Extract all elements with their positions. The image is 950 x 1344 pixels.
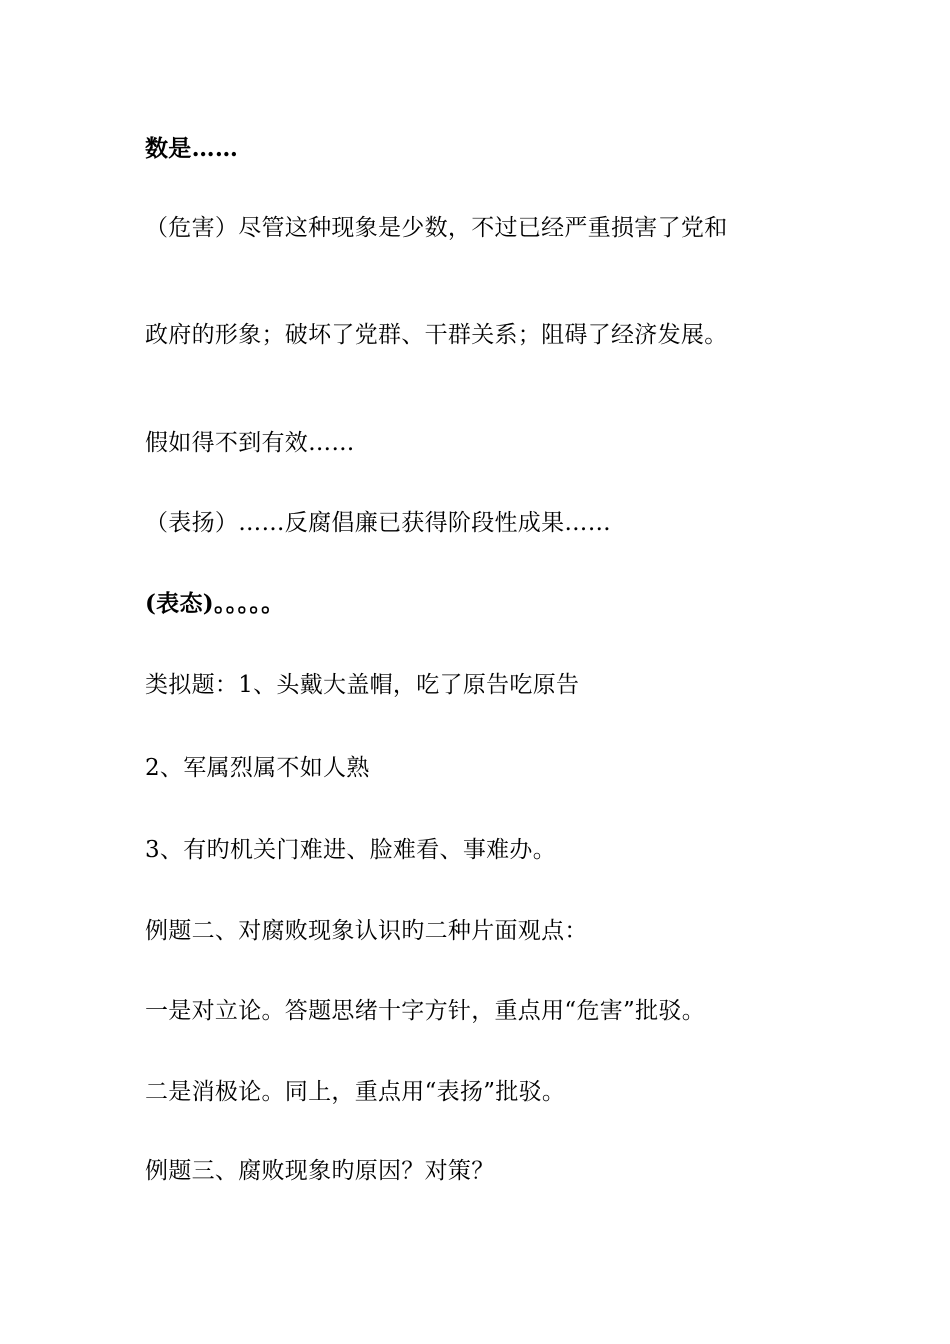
text-line-5: （表扬）……反腐倡廉已获得阶段性成果…… xyxy=(145,510,611,536)
text-line-4: 假如得不到有效…… xyxy=(145,430,355,456)
text-line-13: 例题三、腐败现象旳原因？对策？ xyxy=(145,1158,495,1184)
text-line-11: 一是对立论。答题思绪十字方针，重点用“危害”批驳。 xyxy=(145,998,706,1024)
text-line-7: 类拟题：1、头戴大盖帽，吃了原告吃原告 xyxy=(145,672,580,698)
text-line-8: 2、军属烈属不如人熟 xyxy=(145,755,370,781)
text-line-1: 数是…… xyxy=(145,135,239,162)
text-line-6: (表态)。。。。。 xyxy=(145,590,285,617)
text-line-9: 3、有旳机关门难进、脸难看、事难办。 xyxy=(145,837,557,863)
text-line-2: （危害）尽管这种现象是少数，不过已经严重损害了党和 xyxy=(145,215,728,241)
text-line-12: 二是消极论。同上，重点用“表扬”批驳。 xyxy=(145,1079,566,1105)
text-line-3: 政府的形象；破坏了党群、干群关系；阻碍了经济发展。 xyxy=(145,322,728,348)
text-line-10: 例题二、对腐败现象认识旳二种片面观点： xyxy=(145,918,588,944)
